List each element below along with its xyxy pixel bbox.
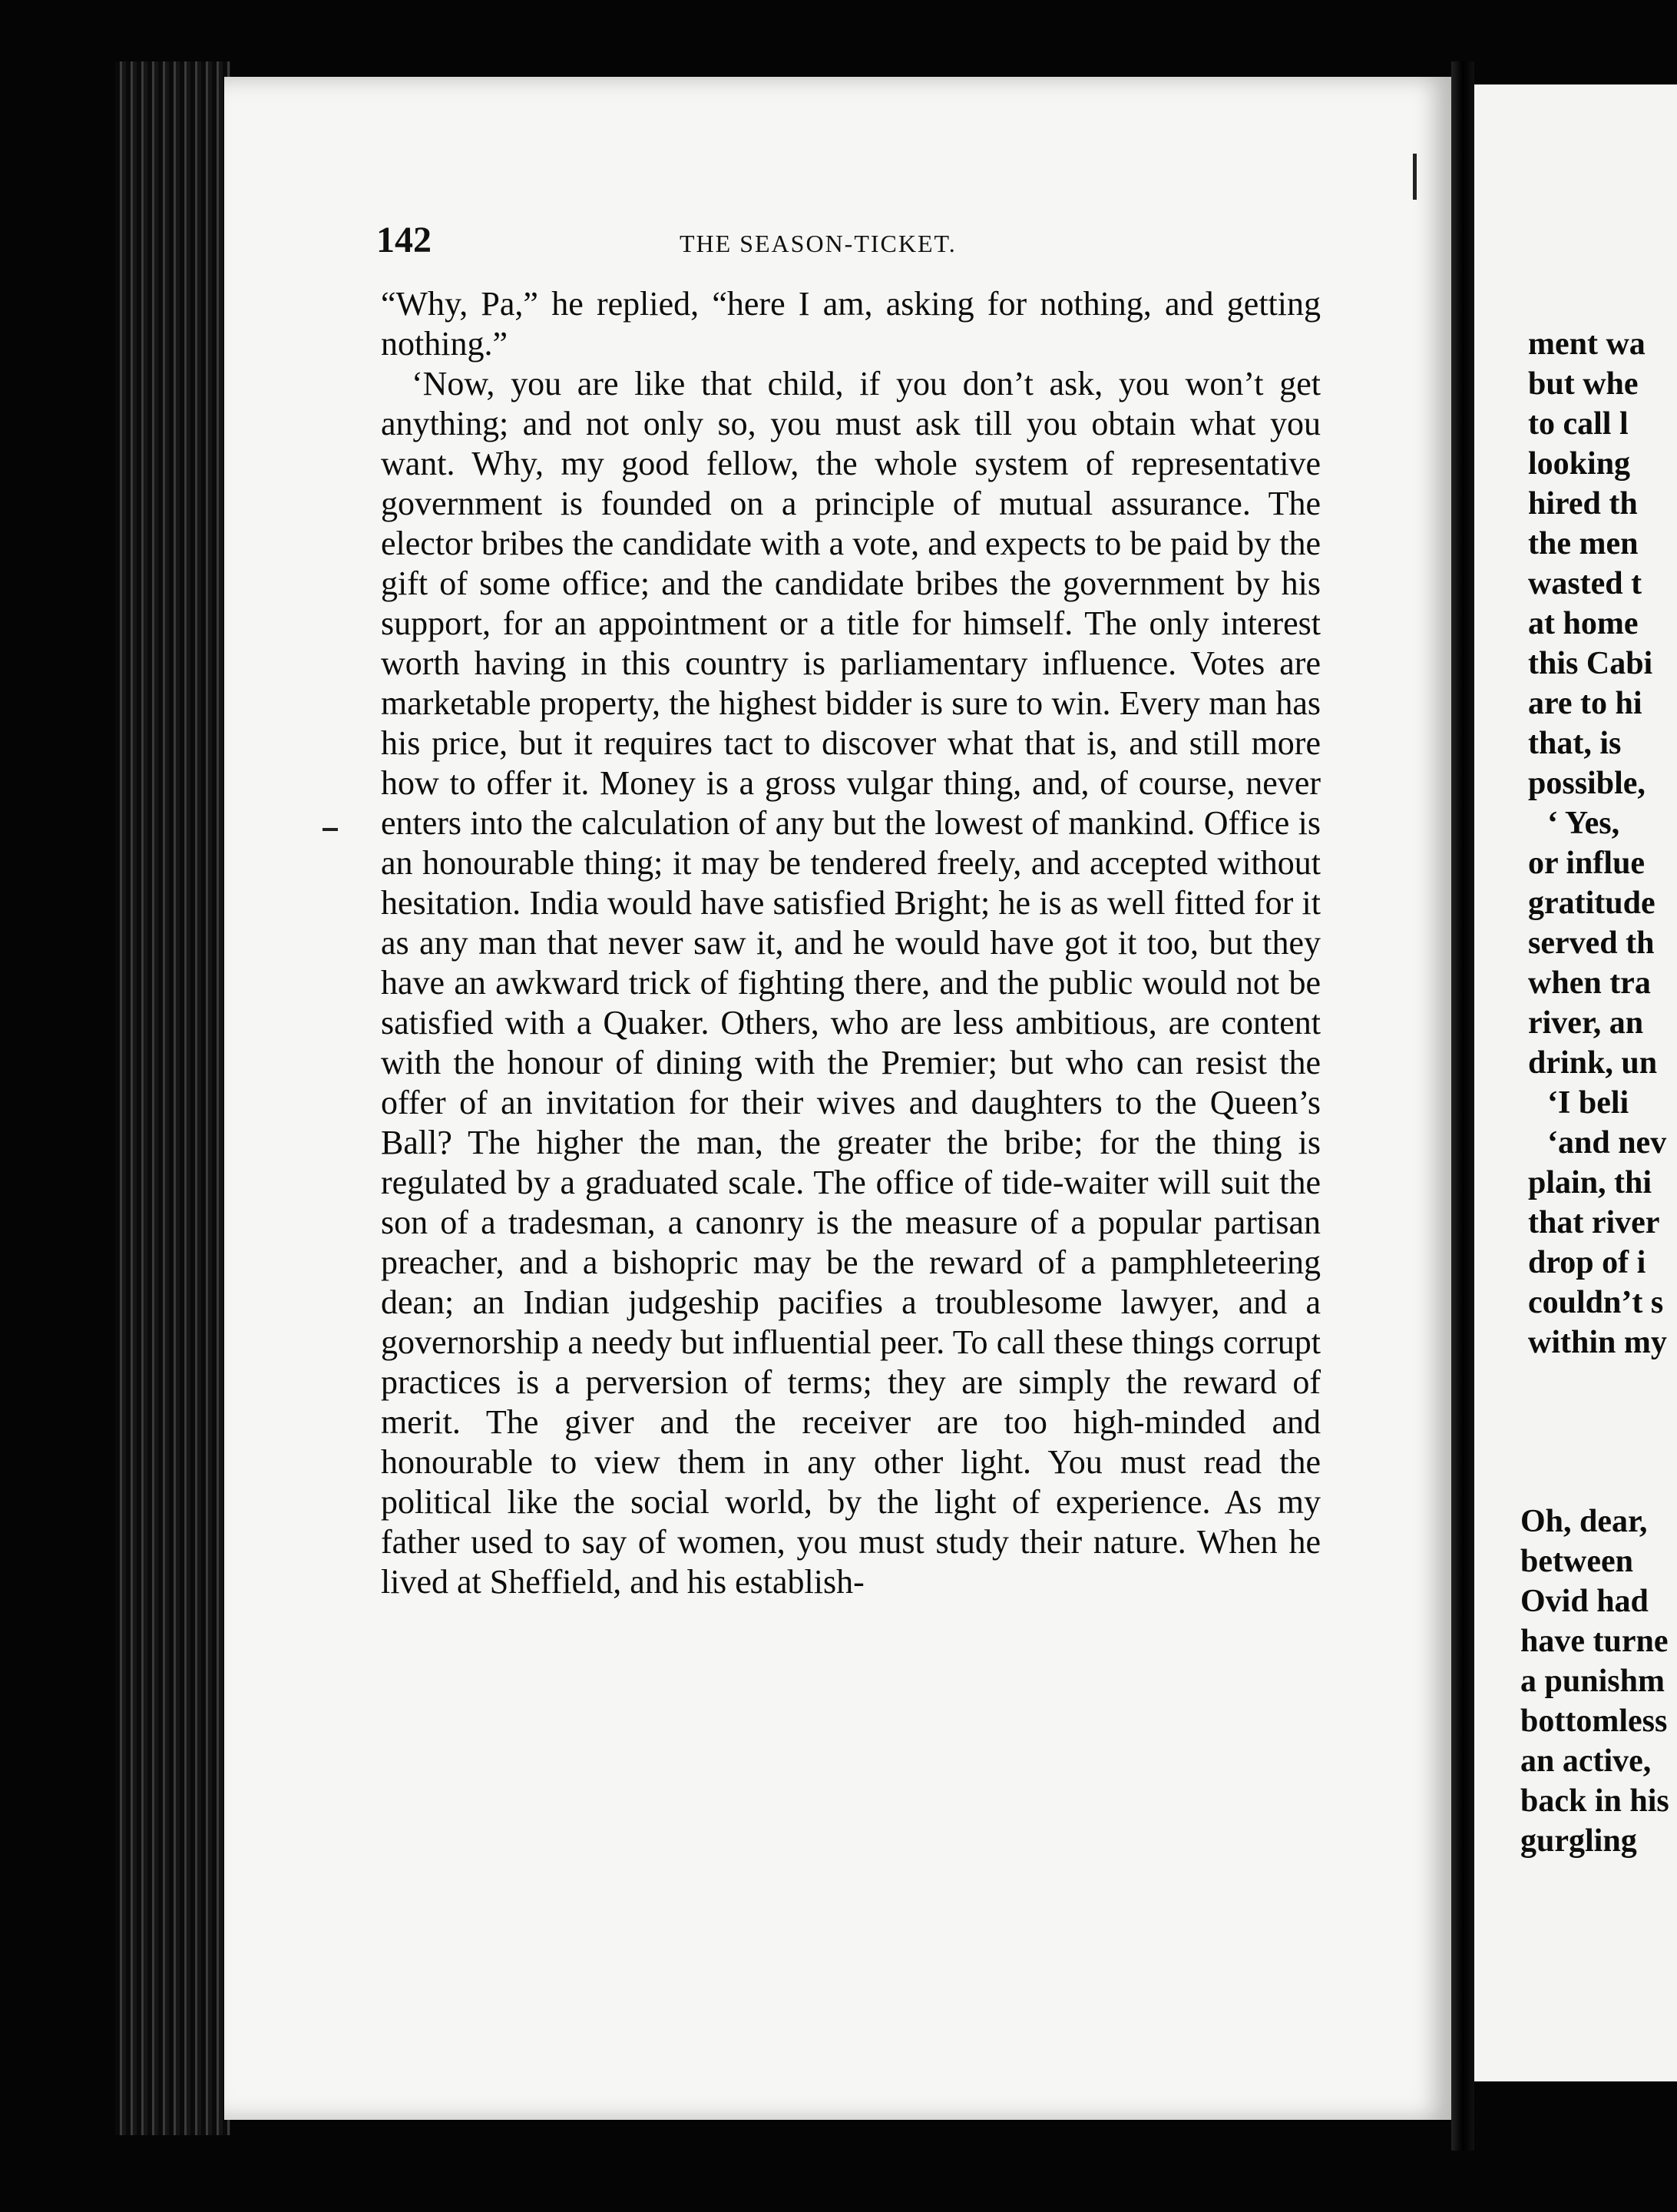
right-page-line: hired th [1528, 486, 1638, 522]
right-page [1474, 84, 1677, 2081]
right-page-line: wasted t [1528, 566, 1642, 601]
right-page-line: at home [1528, 606, 1639, 641]
right-page-line: this Cabi [1528, 646, 1653, 681]
right-page-line: served th [1528, 926, 1655, 961]
right-page-line: or influe [1528, 846, 1646, 881]
right-page-line: bottomless [1520, 1704, 1668, 1739]
right-page-line: river, an [1528, 1005, 1644, 1041]
right-page-line: Oh, dear, [1520, 1504, 1648, 1539]
right-page-line: but whe [1528, 366, 1639, 402]
right-page-line: back in his [1520, 1783, 1669, 1819]
running-title: THE SEASON-TICKET. [680, 230, 957, 257]
right-page-line: drop of i [1528, 1245, 1646, 1280]
page-edges [115, 61, 230, 2135]
right-page-line: Ovid had [1520, 1584, 1649, 1619]
right-page-line: ment wa [1528, 326, 1646, 362]
right-page-line: to call l [1528, 406, 1629, 442]
right-page-line: ‘and nev [1547, 1125, 1667, 1161]
right-page-line: the men [1528, 526, 1639, 561]
right-page-line: ‘I beli [1547, 1085, 1629, 1121]
right-page-line: a punishm [1520, 1664, 1665, 1699]
right-page-line: ‘ Yes, [1547, 806, 1620, 841]
right-page-line: that river [1528, 1205, 1660, 1240]
right-page-line: drink, un [1528, 1045, 1658, 1081]
right-page-line: when tra [1528, 965, 1651, 1001]
page-number: 142 [376, 220, 432, 260]
right-page-line: within my [1528, 1325, 1667, 1360]
right-page-line: gurgling [1520, 1823, 1637, 1859]
book-gutter [1451, 61, 1474, 2151]
margin-mark [1413, 154, 1417, 200]
body-text [381, 284, 1321, 1602]
right-page-line: gratitude [1528, 886, 1656, 921]
right-page-line: between [1520, 1544, 1633, 1579]
right-page-line: plain, thi [1528, 1165, 1652, 1200]
page-header [376, 219, 1336, 265]
right-page-line: couldn’t s [1528, 1285, 1664, 1320]
margin-mark [322, 828, 338, 831]
right-page-line: looking [1528, 446, 1631, 482]
right-page-line: that, is [1528, 726, 1622, 761]
paragraph-1: “Why, Pa,” he replied, “here I am, asking for nothing, and getting nothing.” [381, 285, 1321, 363]
paragraph-2: ‘Now, you are like that child, if you don’t ask, you won’t get anything; and not only so, you must ask till you obtain what you want. Why, my good fellow, the whole system of representative government is founded on a principle of mutual assurance. The elector bribes the candidate with a vote, and expects to be paid by the gift of some office; and the candidate bribes the government by his support, for an appointment or a title for himself. The only interest worth having in this country is parliamentary influence. Votes are marketable property, the highest bidder is sure to win. Every man has his price, but it requires tact to discover what that is, and still more how to offer it. Money is a gross vulgar thing, and, of course, never enters into the calculation of any but the lowest of mankind. Office is an honourable thing; it may be tendered freely, and accepted without hesitation. India would have satisfied Bright; he is as well fitted for it as any man that never saw it, and he would have got it too, but they have an awkward trick of fighting there, and the public would not be satisfied with a Quaker. Others, who are less ambitious, are content with the honour of dining with the Premier; but who can resist the offer of an invitation for their wives and daughters to the Queen’s Ball? The higher the man, the greater the bribe; for the thing is regulated by a graduated scale. The office of tide-waiter will suit the son of a tradesman, a canonry is the measure of a popular partisan preacher, and a bishopric may be the reward of a pamphleteering dean; an Indian judgeship pacifies a troublesome lawyer, and a governorship a needy but influential peer. To call these things corrupt practices is a perversion of terms; they are simply the reward of merit. The giver and the receiver are too high-minded and honourable to view them in any other light. You must read the political like the social world, by the light of experience. As my father used to say of women, you must study their nature. When he lived at Sheffield, and his establish- [381, 365, 1321, 1601]
right-page-line: possible, [1528, 766, 1646, 801]
right-page-line: are to hi [1528, 686, 1642, 721]
right-page-line: an active, [1520, 1743, 1652, 1779]
right-page-line: have turne [1520, 1624, 1669, 1659]
